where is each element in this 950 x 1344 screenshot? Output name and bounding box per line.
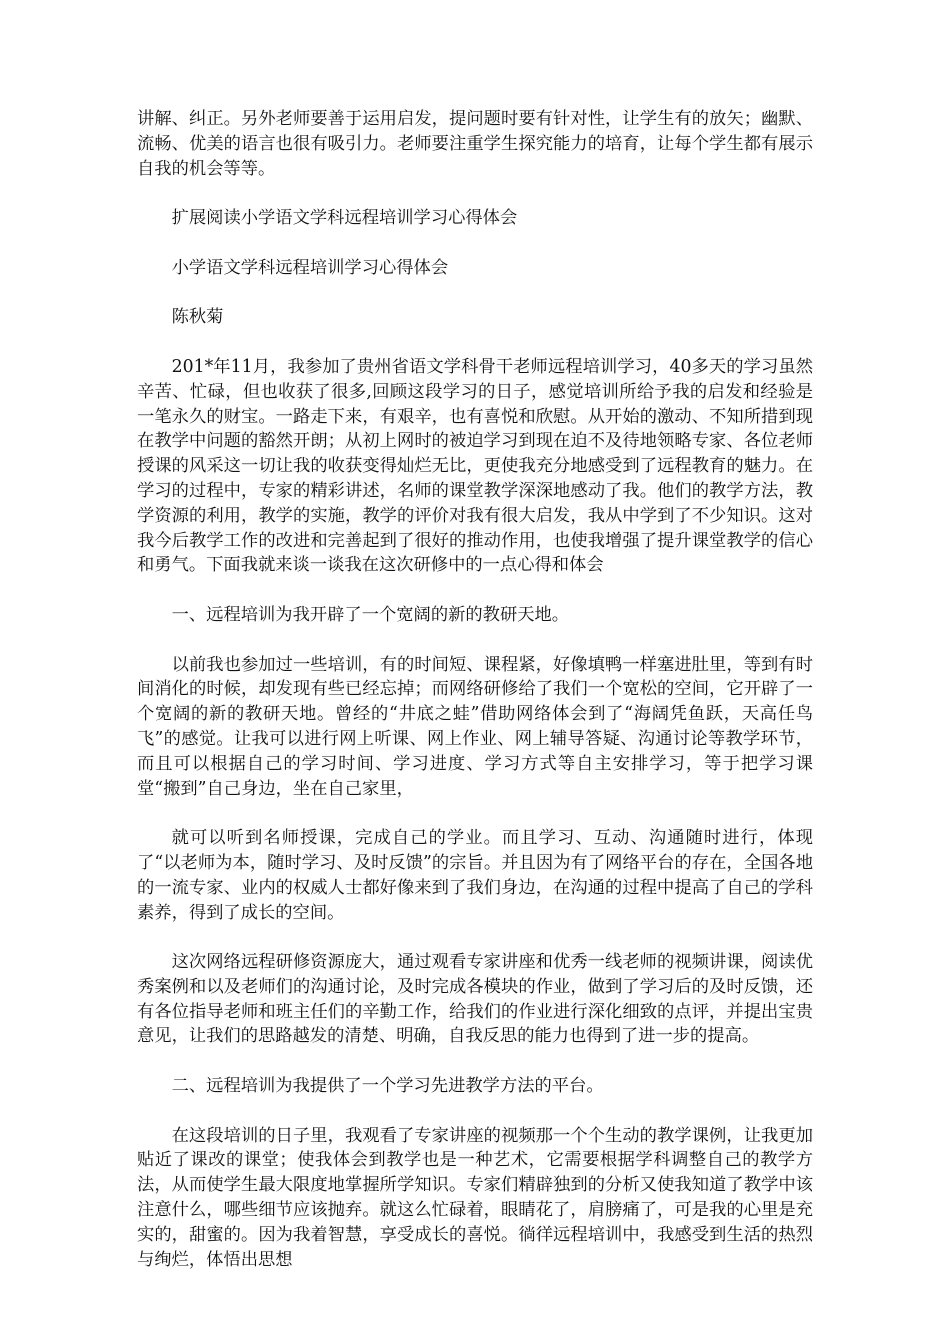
extended-reading-heading: 扩展阅读小学语文学科远程培训学习心得体会 (171, 208, 518, 229)
paragraph-section1-a: 以前我也参加过一些培训，有的时间短、课程紧，好像填鸭一样塞进肚里，等到有时间消化的时候，却发现有些已经忘掉；而网络研修给了我们一个宽松的空间，它开辟了一个宽阔的新的教研天地。曾经的“井底之蛙”借助网络体会到了“海阔凭鱼跃，天高任鸟飞”的感觉。让我可以进行网上听课、网上作业、网上辅导答疑、沟通讨论等教学环节，而且可以根据自己的学习时间、学习进度、学习方式等自主安排学习，等于把学习课堂“搬到”自己身边，坐在自己家里， (137, 654, 813, 799)
section-heading-2: 二、远程培训为我提供了一个学习先进教学方法的平台。 (171, 1076, 604, 1097)
paragraph-section1-b: 就可以听到名师授课，完成自己的学业。而且学习、互动、沟通随时进行，体现了“以老师为本，随时学习、及时反馈”的宗旨。并且因为有了网络平台的存在，全国各地的一流专家、业内的权威人士都好像来到了我们身边，在沟通的过程中提高了自己的学科素养，得到了成长的空间。 (137, 828, 813, 923)
paragraph-section1-c: 这次网络远程研修资源庞大，通过观看专家讲座和优秀一线老师的视频讲课，阅读优秀案例和以及老师们的沟通讨论，及时完成各模块的作业，做到了学习后的及时反馈，还有各位指导老师和班主任们的辛勤工作，给我们的作业进行深化细致的点评，并提出宝贵意见，让我们的思路越发的清楚、明确，自我反思的能力也得到了进一步的提高。 (137, 952, 813, 1047)
section-heading-1: 一、远程培训为我开辟了一个宽阔的新的教研天地。 (171, 604, 570, 625)
paragraph-intro: 201*年11月，我参加了贵州省语文学科骨干老师远程培训学习，40多天的学习虽然辛苦、忙碌，但也收获了很多,回顾这段学习的日子，感觉培训所给予我的启发和经验是一笔永久的财宝。一路走下来，有艰辛，也有喜悦和欣慰。从开始的激动、不知所措到现在教学中问题的豁然开朗；从初上网时的被迫学习到现在迫不及待地领略专家、各位老师授课的风采这一切让我的收获变得灿烂无比，更使我充分地感受到了远程教育的魅力。在学习的过程中，专家的精彩讲述，名师的课堂教学深深地感动了我。他们的教学方法，教学资源的利用，教学的实施，教学的评价对我有很大启发，我从中学到了不少知识。这对我今后教学工作的改进和完善起到了很好的推动作用，也使我增强了提升课堂教学的信心和勇气。下面我就来谈一谈我在这次研修中的一点心得和体会 (137, 356, 813, 576)
paragraph-section2-a: 在这段培训的日子里，我观看了专家讲座的视频那一个个生动的教学课例，让我更加贴近了课改的课堂；使我体会到教学也是一种艺术，它需要根据学科调整自己的教学方法，从而使学生最大限度地掌握所学知识。专家们精辟独到的分析又使我知道了教学中该注意什么，哪些细节应该抛弃。就这么忙碌着，眼睛花了，肩膀痛了，可是我的心里是充实的，甜蜜的。因为我着智慧，享受成长的喜悦。徜徉远程培训中，我感受到生活的热烈与绚烂，体悟出思想 (137, 1125, 813, 1270)
paragraph-continuation: 讲解、纠正。另外老师要善于运用启发，提问题时要有针对性，让学生有的放矢；幽默、流畅、优美的语言也很有吸引力。老师要注重学生探究能力的培育，让每个学生都有展示自我的机会等等。 (137, 109, 813, 179)
article-title: 小学语文学科远程培训学习心得体会 (171, 257, 449, 278)
author-name: 陈秋菊 (171, 307, 224, 328)
document-page (137, 107, 813, 1272)
